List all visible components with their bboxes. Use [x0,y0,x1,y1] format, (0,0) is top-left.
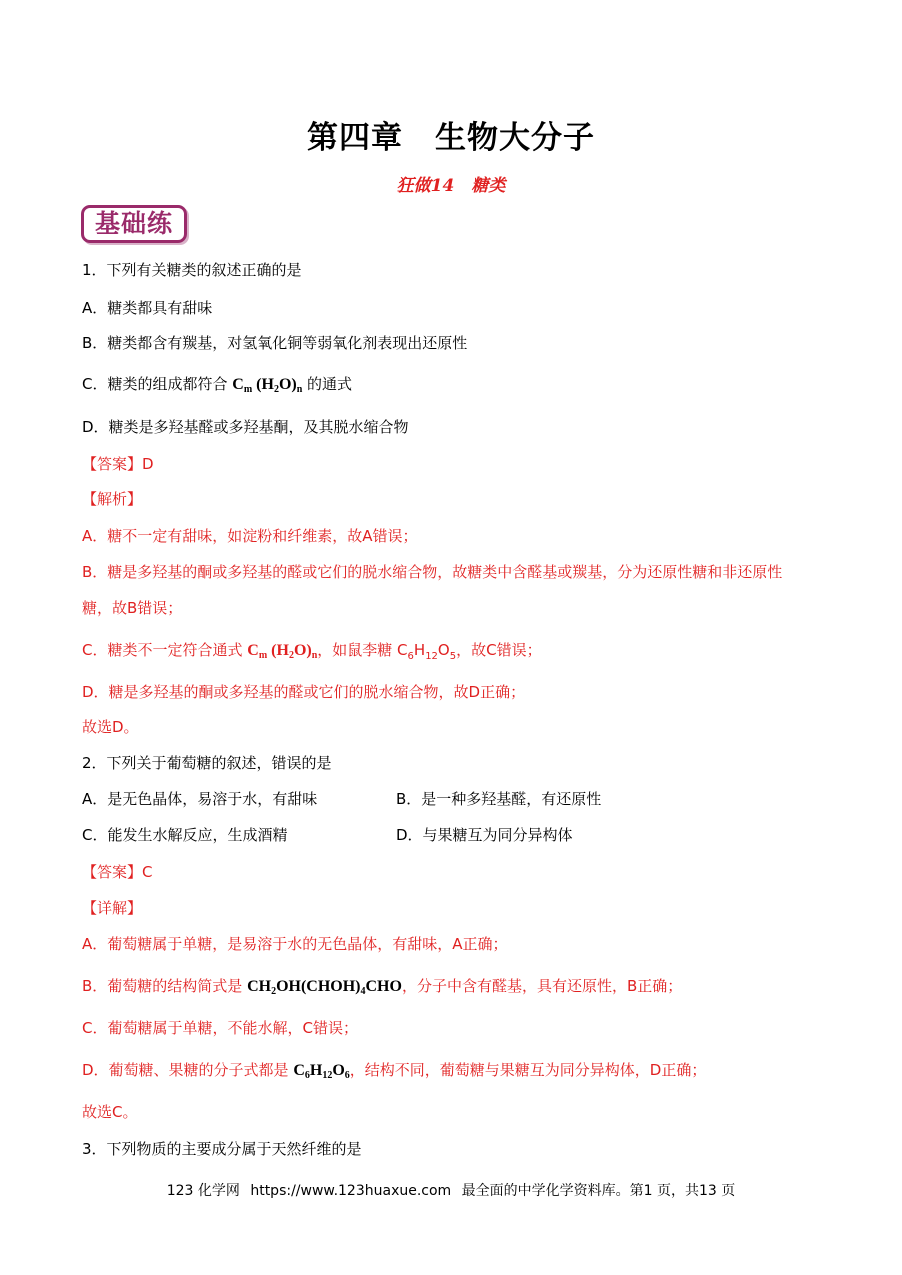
page-footer [0,1180,902,1200]
q2-explain-d [82,1060,706,1086]
formula-c6h12o6: $C_6H_{12}O_6$ [293,1062,350,1081]
q2-option-a: A．是无色晶体，易溶于水，有甜味 [82,790,318,808]
q2-option-d: D．与果糖互为同分异构体 [396,826,573,844]
q2-conclusion: 故选C。 [82,1103,138,1121]
q1-analysis-label: 【解析】 [82,490,143,508]
footer-site: 123 化学网 [166,1183,240,1199]
q1-explain-a: A．糖不一定有甜味，如淀粉和纤维素，故A错误； [82,527,418,545]
q2-explain-b [82,976,682,1002]
q1-explain-b2: 糖，故B错误； [82,599,183,617]
q2-explain-a: A．葡萄糖属于单糖，是易溶于水的无色晶体，有甜味，A正确； [82,935,508,953]
q1-answer: 【答案】D [82,455,154,473]
q2-option-c: C．能发生水解反应，生成酒精 [82,826,288,844]
q2-option-b: B．是一种多羟基醛，有还原性 [396,790,602,808]
q1-option-a: A．糖类都具有甜味 [82,299,213,317]
page-subtitle: 狂做14 糖类 [396,176,506,196]
q1-option-c-post: 的通式 [302,375,353,393]
q1-explain-d: D．糖是多羟基的酮或多羟基的醛或它们的脱水缩合物，故D正确； [82,683,526,701]
q1-conclusion: 故选D。 [82,718,139,736]
q1-option-d: D．糖类是多羟基醛或多羟基酮，及其脱水缩合物 [82,418,409,436]
q1-explain-c-post: ，故C错误； [456,641,542,659]
q1-option-c [82,374,352,400]
q1-option-b: B．糖类都含有羰基，对氢氧化铜等弱氧化剂表现出还原性 [82,334,468,352]
q1-explain-c-mid: ，如鼠李糖 C [317,641,408,659]
q1-option-c-pre: C．糖类的组成都符合 [82,375,233,393]
q1-stem: 1．下列有关糖类的叙述正确的是 [82,261,302,279]
page-title: 第四章 生物大分子 [307,120,595,156]
q1-explain-c [82,640,542,667]
formula-cm-h2o-n: $C_m$ $(H_2O)_n$ [247,642,318,661]
footer-url[interactable]: https://www.123huaxue.com [250,1183,452,1199]
section-badge: 基础练 [81,205,187,243]
q2-explain-b-post: ，分子中含有醛基，具有还原性，B正确； [401,977,683,995]
q2-answer: 【答案】C [82,863,153,881]
footer-slogan: 最全面的中学化学资料库。第1 页，共13 页 [461,1183,736,1199]
q2-analysis-label: 【详解】 [82,899,143,917]
q2-explain-d-post: ，结构不同，葡萄糖与果糖互为同分异构体，D正确； [349,1061,707,1079]
q2-stem: 2．下列关于葡萄糖的叙述，错误的是 [82,754,332,772]
q2-explain-b-pre: B．葡萄糖的结构简式是 [82,977,248,995]
q2-explain-c: C．葡萄糖属于单糖，不能水解，C错误； [82,1019,358,1037]
formula-c6h12o5: $_6H_{12}O_5$ [407,641,457,662]
q3-stem: 3．下列物质的主要成分属于天然纤维的是 [82,1140,362,1158]
formula-cm-h2o-n: $C_m$ $(H_2O)_n$ [232,376,303,395]
q2-explain-d-pre: D．葡萄糖、果糖的分子式都是 [82,1061,294,1079]
q1-explain-b1: B．糖是多羟基的酮或多羟基的醛或它们的脱水缩合物，故糖类中含醛基或羰基，分为还原性糖和非还原性 [82,563,783,581]
formula-glucose-structure: $CH_2OH(CHOH)_4CHO$ [247,978,402,997]
q1-explain-c-pre: C．糖类不一定符合通式 [82,641,248,659]
